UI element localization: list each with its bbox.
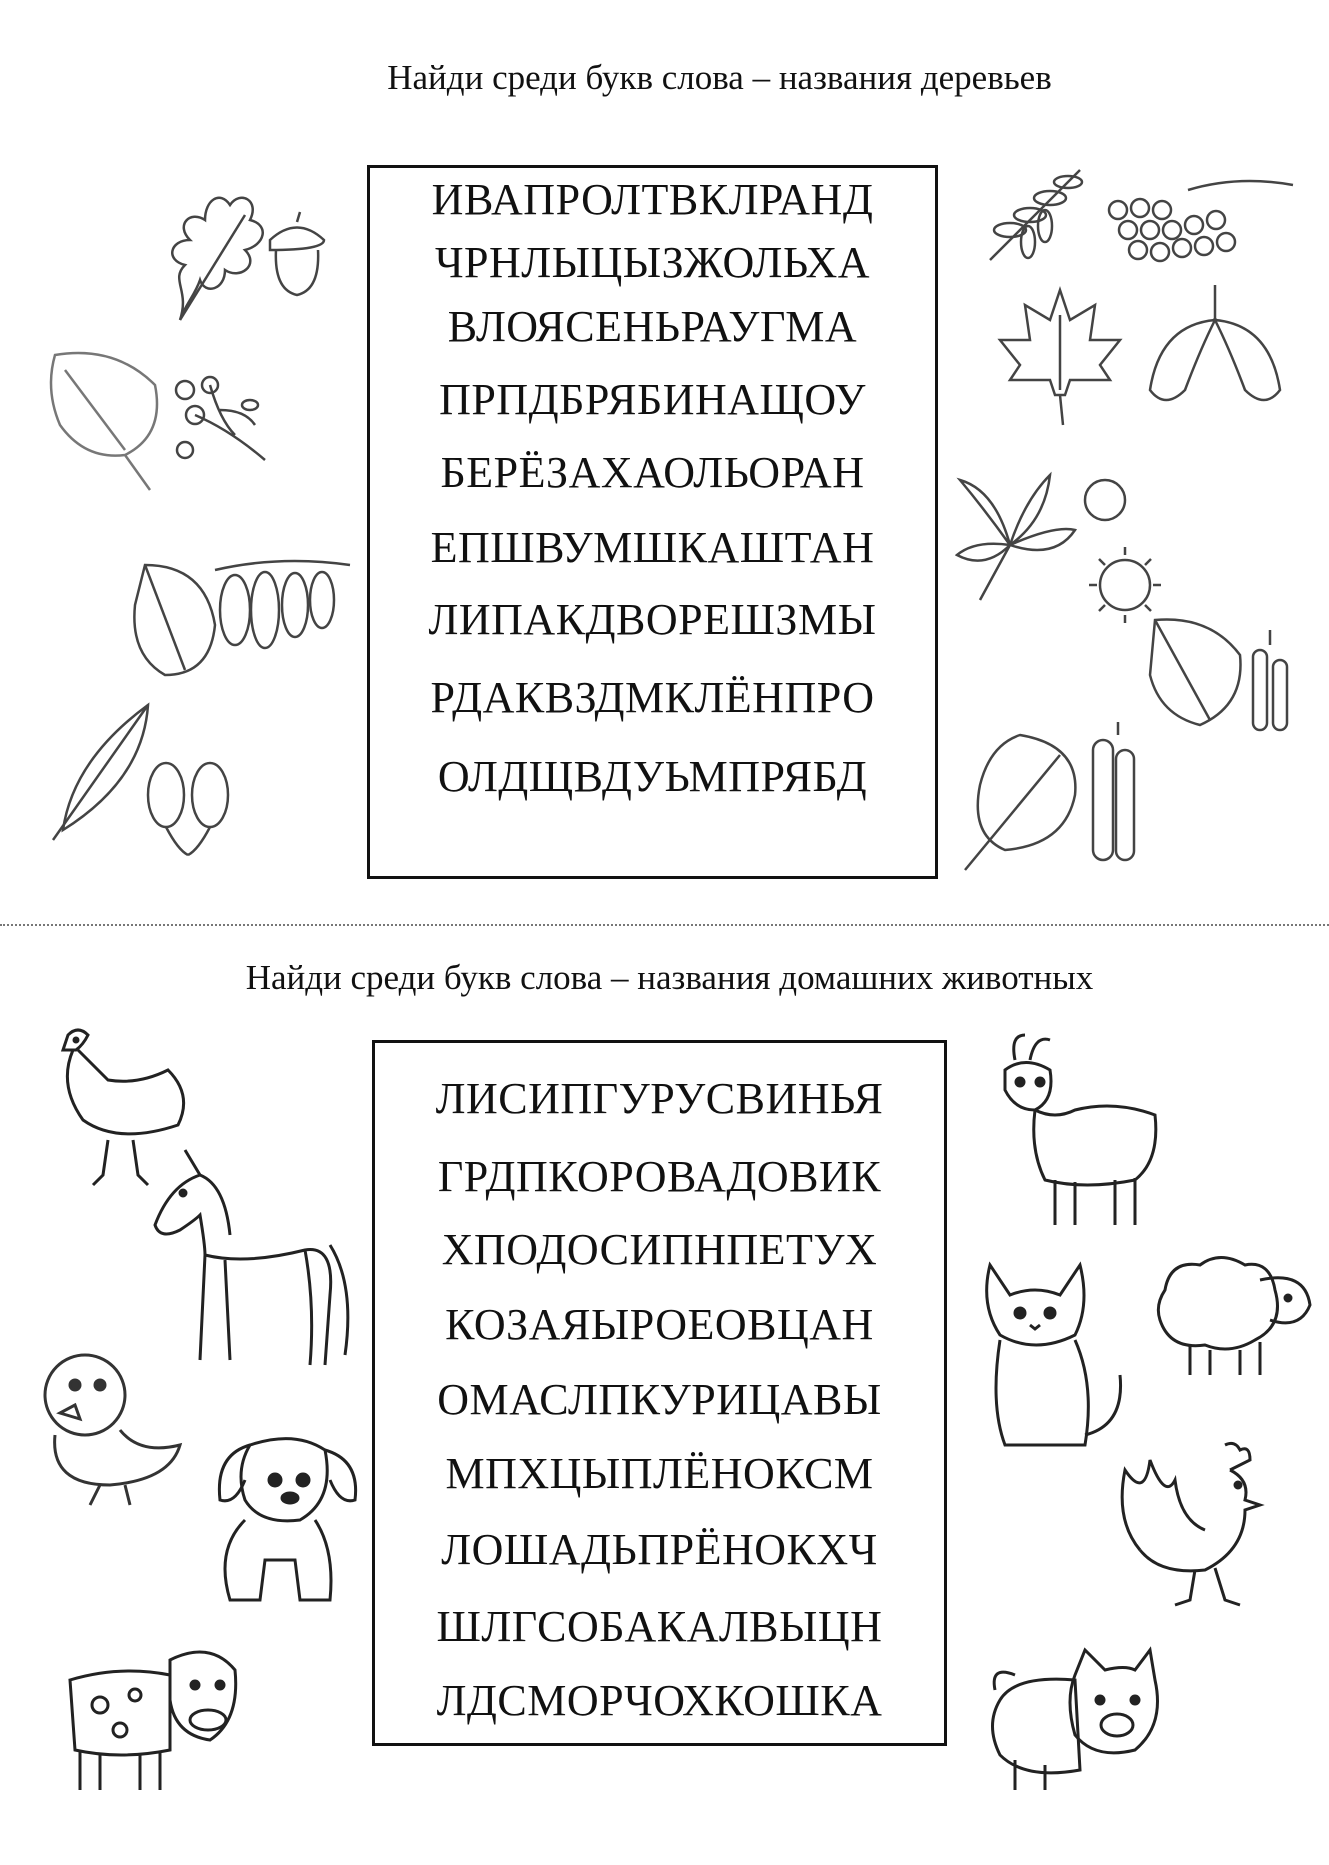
- grid-row: ОЛДЩВДУЬМПРЯБД: [437, 752, 868, 801]
- grid-row: БЕРЁЗАХАОЛЬОРАН: [440, 448, 865, 497]
- alder-catkin-icon: [1088, 720, 1143, 870]
- grid-row: ШЛГСОБАКАЛВЫЦН: [436, 1602, 883, 1651]
- linden-flower-icon: [160, 370, 270, 470]
- chestnut-leaf-icon: [955, 470, 1080, 610]
- grid-row: ЛДСМОРЧОХКОШКА: [436, 1676, 883, 1725]
- grid-row: ПРПДБРЯБИНАЩОУ: [439, 375, 866, 424]
- grid-row: ЛОШАДЬПРЁНОКХЧ: [441, 1525, 878, 1574]
- grid-row: ИВАПРОЛТВКЛРАНД: [431, 175, 874, 224]
- linden-leaf-icon: [45, 345, 165, 495]
- animals-letter-grid: [372, 1040, 947, 1746]
- willow-catkin-icon: [138, 755, 238, 860]
- rowan-leaf-icon: [980, 160, 1090, 270]
- acorn-icon: [262, 210, 332, 300]
- grid-row: ВЛОЯСЕНЬРАУГМА: [447, 302, 858, 351]
- rowan-berries-icon: [1098, 170, 1298, 270]
- chick-icon: [30, 1345, 185, 1510]
- grid-row: ЕПШВУМШКАШТАН: [430, 523, 875, 572]
- grid-row: ОМАСЛПКУРИЦАВЫ: [437, 1375, 882, 1424]
- grid-row: ХПОДОСИПНПЕТУХ: [441, 1225, 878, 1274]
- grid-row: РДАКВЗДМКЛЁНПРО: [430, 673, 875, 722]
- horse-icon: [145, 1145, 360, 1375]
- grid-row: ЛИПАКДВОРЕШЗМЫ: [428, 595, 877, 644]
- pig-icon: [975, 1645, 1165, 1795]
- grid-row: ГРДПКОРОВАДОВИК: [437, 1152, 882, 1201]
- kitten-icon: [975, 1255, 1130, 1455]
- cow-icon: [60, 1640, 245, 1795]
- grid-row: КОЗАЯЫРОЕОВЦАН: [445, 1300, 874, 1349]
- oak-leaf-icon: [150, 170, 280, 330]
- chestnut-icon: [1075, 475, 1175, 625]
- animals-title: Найди среди букв слова – названия домашних животных: [245, 958, 1094, 997]
- maple-leaf-icon: [995, 285, 1125, 430]
- grid-row: МПХЦЫПЛЁНОКСМ: [445, 1449, 874, 1498]
- trees-title: Найди среди букв слова – названия деревьев: [387, 58, 1052, 97]
- birch-leaf-icon: [1140, 615, 1250, 735]
- puppy-icon: [205, 1430, 365, 1610]
- trees-letter-grid: [367, 165, 938, 879]
- maple-seed-icon: [1140, 280, 1290, 430]
- birch-catkin-icon: [1245, 625, 1300, 740]
- grid-row: ЧРНЛЫЦЫЗЖОЛЬХА: [434, 238, 871, 287]
- rooster-icon: [1110, 1440, 1265, 1610]
- goat-icon: [975, 1030, 1165, 1230]
- alder-leaf-icon: [960, 725, 1085, 875]
- samara-cluster-icon: [210, 555, 355, 665]
- grid-row: ЛИСИПГУРУСВИНЬЯ: [435, 1074, 884, 1123]
- dotted-divider: [0, 924, 1329, 926]
- sheep-icon: [1150, 1250, 1315, 1380]
